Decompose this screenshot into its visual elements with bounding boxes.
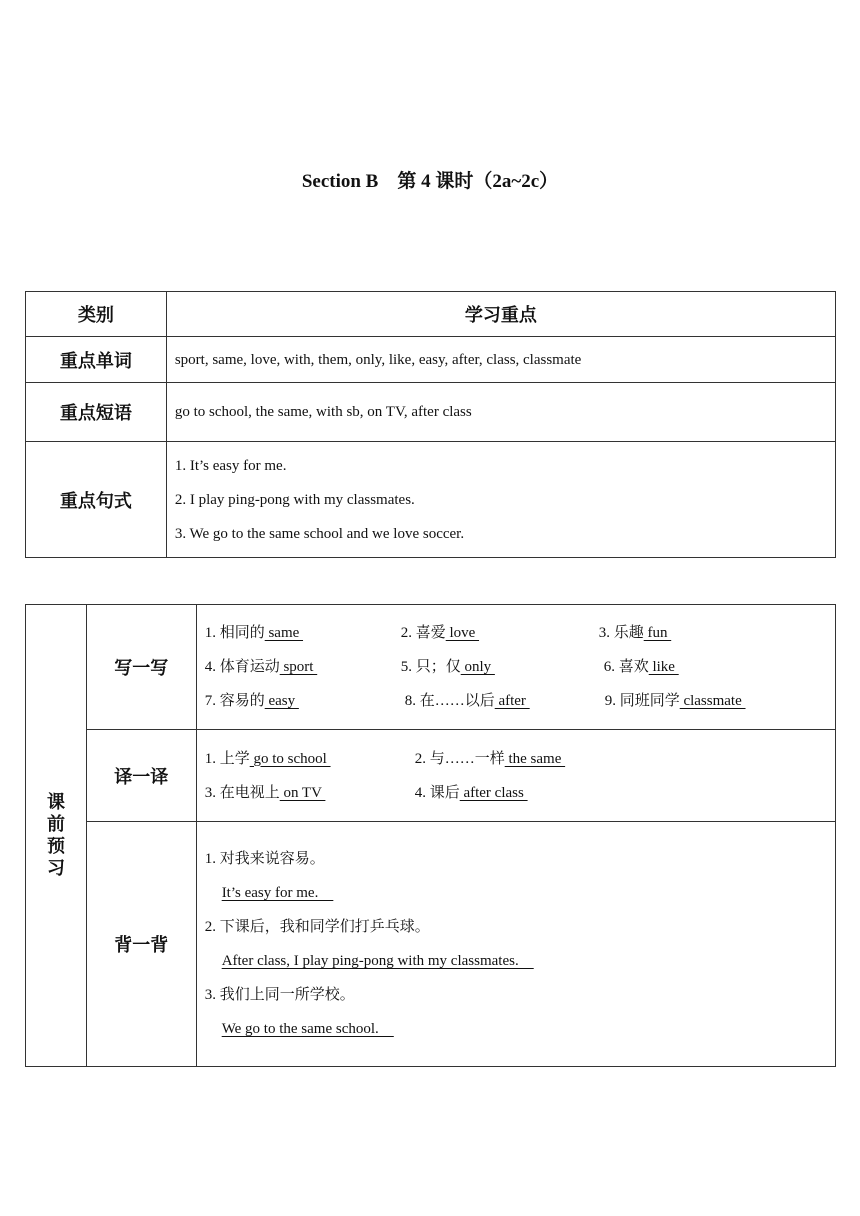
- answer-blank: after class: [459, 784, 528, 801]
- write-item: 9. 同班同学 classmate: [604, 693, 746, 709]
- row-label-phrases: 重点短语: [26, 383, 167, 442]
- answer-blank: like: [648, 659, 679, 675]
- side-label: 课前预习: [46, 791, 65, 879]
- focus-table: [25, 291, 836, 558]
- recite-content: [196, 822, 835, 1067]
- header-focus: 学习重点: [166, 292, 835, 337]
- recite-prompt: 2. 下课后，我和同学们打乒乓球。: [204, 919, 430, 935]
- page-title: Section B 第 4 课时（2a~2c）: [301, 171, 559, 192]
- sentence-line: 1. It’s easy for me.: [174, 457, 287, 474]
- answer-blank: only: [460, 659, 495, 675]
- table-header-row: [26, 292, 836, 337]
- write-content: [196, 605, 835, 730]
- answer-blank: the same: [504, 750, 566, 767]
- answer-blank: after: [494, 693, 530, 709]
- recite-prompt: 3. 我们上同一所学校。: [204, 987, 355, 1003]
- row-label-words: 重点单词: [26, 337, 167, 383]
- answer-blank: classmate: [679, 693, 746, 709]
- translate-item: 2. 与……一样 the same: [414, 750, 566, 767]
- write-item: 2. 喜爱 love: [400, 625, 480, 641]
- answer-blank: fun: [643, 625, 672, 641]
- translate-item: 1. 上学 go to school: [204, 750, 331, 767]
- answer-blank: same: [264, 625, 304, 641]
- answer-blank: go to school: [249, 750, 331, 767]
- answer-blank: sport: [279, 659, 318, 675]
- translate-row: [26, 730, 836, 822]
- preview-table: [25, 604, 836, 1067]
- answer-blank: It’s easy for me.: [221, 885, 334, 901]
- recite-label: 背一背: [86, 822, 196, 1067]
- table-row: [26, 383, 836, 442]
- write-item: 3. 乐趣 fun: [598, 625, 672, 641]
- sentence-line: 2. I play ping-pong with my classmates.: [174, 491, 415, 508]
- translate-item: 3. 在电视上 on TV: [204, 784, 326, 801]
- write-item: 1. 相同的 same: [204, 625, 304, 641]
- answer-blank: on TV: [279, 784, 326, 801]
- write-item: 8. 在……以后 after: [404, 693, 530, 709]
- answer-blank: After class, I play ping-pong with my classmates.: [221, 953, 534, 969]
- answer-blank: We go to the same school.: [221, 1021, 394, 1037]
- recite-prompt: 1. 对我来说容易。: [204, 851, 325, 867]
- write-label: 写一写: [86, 605, 196, 730]
- sentence-line: 3. We go to the same school and we love soccer.: [174, 525, 465, 542]
- side-label-cell: [26, 605, 87, 1067]
- write-item: 6. 喜欢 like: [603, 659, 679, 675]
- header-category: 类别: [26, 292, 167, 337]
- table-row: [26, 442, 836, 558]
- recite-row: [26, 822, 836, 1067]
- row-content-words: sport, same, love, with, them, only, like, easy, after, class, classmate: [166, 337, 835, 383]
- translate-item: 4. 课后 after class: [414, 784, 528, 801]
- row-content-phrases: go to school, the same, with sb, on TV, after class: [166, 383, 835, 442]
- translate-content: [196, 730, 835, 822]
- write-item: 7. 容易的 easy: [204, 693, 299, 709]
- answer-blank: love: [445, 625, 480, 641]
- row-label-sentences: 重点句式: [26, 442, 167, 558]
- write-row: [26, 605, 836, 730]
- write-item: 4. 体育运动 sport: [204, 659, 318, 675]
- translate-label: 译一译: [86, 730, 196, 822]
- table-row: [26, 337, 836, 383]
- row-content-sentences: [166, 442, 835, 558]
- write-item: 5. 只；仅 only: [400, 659, 495, 675]
- answer-blank: easy: [264, 693, 299, 709]
